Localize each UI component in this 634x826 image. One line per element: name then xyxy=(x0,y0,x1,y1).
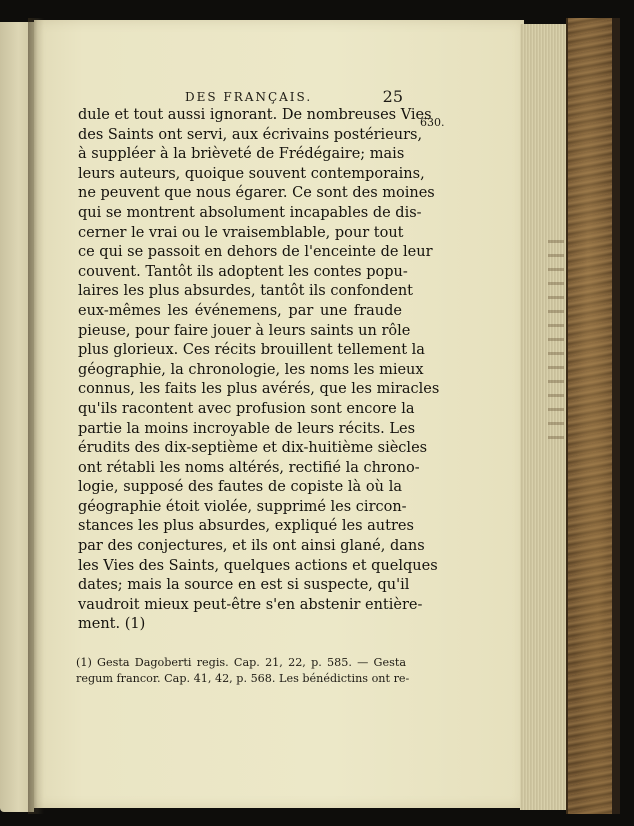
text-line: couvent. Tantôt ils adoptent les contes popu- xyxy=(78,263,408,280)
text-line: connus, les faits les plus avérés, que les miracles xyxy=(78,381,440,398)
leather-cover xyxy=(566,18,618,814)
text-line: les Vies des Saints, quelques actions et quelques xyxy=(78,557,438,574)
text-line: ce qui se passoit en dehors de l'enceinte de leur xyxy=(78,244,433,261)
footnote-line: regum francor. Cap. 41, 42, p. 568. Les bénédictins ont re- xyxy=(76,672,410,685)
text-line: qui se montrent absolument incapables de dis- xyxy=(78,204,422,221)
text-line: ont rétabli les noms altérés, rectifié la chrono- xyxy=(78,459,420,476)
margin-year-note: 630. xyxy=(420,116,445,129)
cover-edge xyxy=(612,18,620,814)
text-line: stances les plus absurdes, expliqué les autres xyxy=(78,518,414,535)
text-line: cerner le vrai ou le vraisemblable, pour tout xyxy=(78,224,404,241)
page-number: 25 xyxy=(382,87,403,106)
text-line: géographie, la chronologie, les noms les mieux xyxy=(78,361,424,378)
text-line: des Saints ont servi, aux écrivains postérieurs, xyxy=(78,126,423,143)
text-line: géographie étoit violée, supprimé les circon- xyxy=(78,498,407,515)
edge-foxing-marks xyxy=(548,240,564,440)
text-line: leurs auteurs, quoique souvent contemporains, xyxy=(78,165,425,182)
text-line: érudits des dix-septième et dix-huitième siècles xyxy=(78,440,428,457)
text-line: partie la moins incroyable de leurs récits. Les xyxy=(78,420,416,437)
text-line: vaudroit mieux peut-être s'en abstenir entière- xyxy=(78,596,423,613)
text-line: ment. (1) xyxy=(78,616,146,633)
text-line: pieuse, pour faire jouer à leurs saints un rôle xyxy=(78,322,411,339)
footnote xyxy=(76,655,410,687)
running-head: DES FRANÇAIS. xyxy=(185,90,313,104)
text-line: dule et tout aussi ignorant. De nombreuses Vies xyxy=(78,107,432,123)
text-line: plus glorieux. Ces récits brouillent tellement la xyxy=(78,342,425,359)
text-line: à suppléer à la brièveté de Frédégaire; mais xyxy=(78,146,405,163)
footnote-line: (1) Gesta Dagoberti regis. Cap. 21, 22, p. 585. — Gesta xyxy=(76,656,406,669)
text-line: logie, supposé des fautes de copiste là où la xyxy=(78,479,402,496)
text-line: ne peuvent que nous égarer. Ce sont des moines xyxy=(78,185,435,202)
page-gutter-shadow xyxy=(28,18,44,814)
text-line: laires les plus absurdes, tantôt ils confondent xyxy=(78,283,414,300)
text-line: par des conjectures, et ils ont ainsi glané, dans xyxy=(78,538,425,555)
text-line: eux-mêmes les événemens, par une fraude xyxy=(78,302,402,319)
text-line: qu'ils racontent avec profusion sont encore la xyxy=(78,400,415,417)
text-line: dates; mais la source en est si suspecte, qu'il xyxy=(78,577,410,594)
